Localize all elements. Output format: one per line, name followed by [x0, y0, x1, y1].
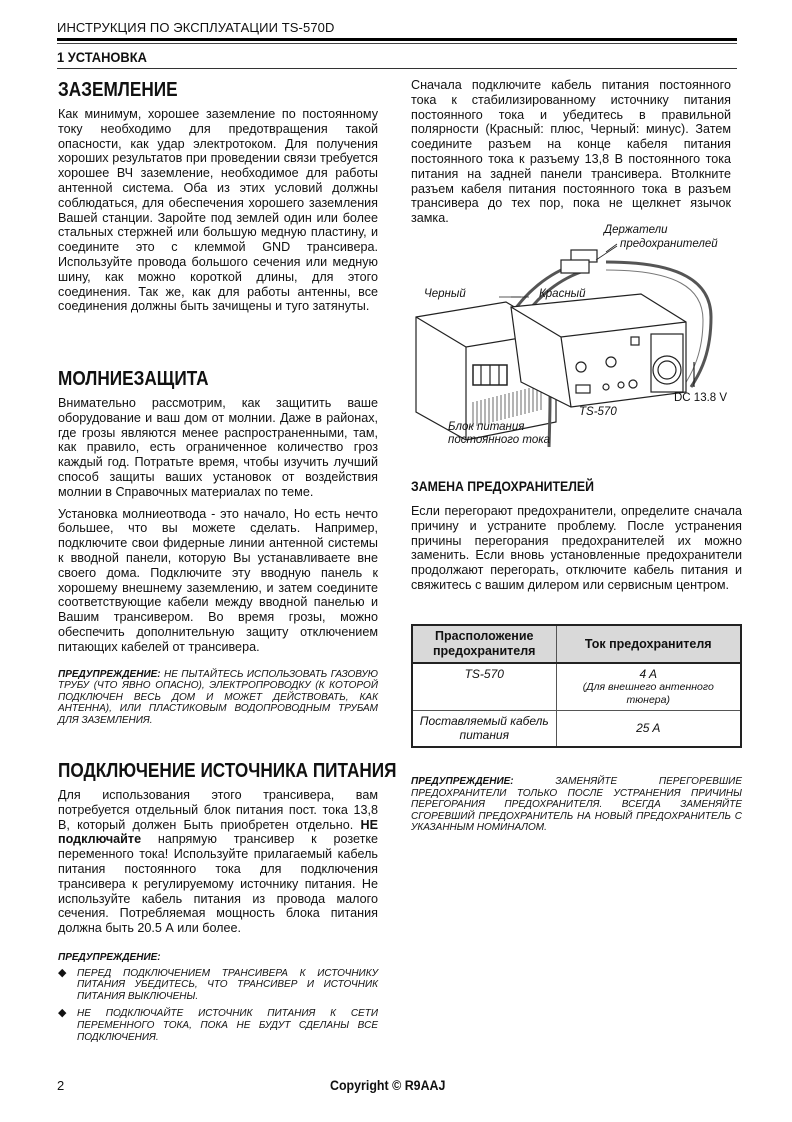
- section-fuse-replacement: [411, 477, 742, 593]
- table-row: [412, 663, 741, 711]
- fuse-warning: [411, 776, 742, 834]
- section-lightning: [58, 367, 378, 727]
- fuse-warning-text: [411, 776, 742, 834]
- header-rule-thick: [57, 38, 737, 41]
- psu-label: Блок питания: [448, 421, 525, 433]
- cell-location: TS-570: [412, 663, 556, 711]
- warning-label: ПРЕДУПРЕЖДЕНИЕ:: [58, 951, 161, 963]
- power-text-part: Для использования этого трансивера, вам потребуется отдельный блок питания пост. тока 13,8 В, который должен Быть приобретен отдельно.: [58, 788, 378, 832]
- model-label: TS-570: [579, 406, 617, 418]
- fuse-heading: ЗАМЕНА ПРЕДОХРАНИТЕЛЕЙ: [411, 478, 594, 494]
- section-grounding: [58, 78, 378, 314]
- power-warning-label-line: [58, 952, 378, 964]
- grounding-text: Как минимум, хорошее заземление по постоянному току необходимо для предотвращения такой опасности, как удар электротоком. Для получения хороших результатов при проведении связи требуется хорошее ВЧ заземление, необходимое для работы антенной система. Оба из этих условий должны соблюдаться, для обеспечения хорошего заземления Вашей станции. Заройте под землей один или более стальных стержней или большую медную пластину, и соедините это с клеммой GND трансивера. Используйте провода большого сечения или медную шину, как можно короткой длины, для этого соединения. Так же, как для работы антенны, все соединения должны быть зачищены и туго затянуты.: [58, 107, 378, 314]
- chapter-title: 1 УСТАНОВКА: [57, 49, 147, 65]
- power-text-bold: НЕ подключайте: [58, 817, 378, 847]
- bullet-text: НЕ ПОДКЛЮЧАЙТЕ ИСТОЧНИК ПИТАНИЯ К СЕТИ ПЕРЕМЕННОГО ТОКА, ПОКА НЕ БУДУТ СДЕЛАНЫ ВСЕ ПОДКЛЮЧЕНИЯ.: [77, 1008, 378, 1043]
- psu-label-2: постоянного тока: [448, 434, 551, 446]
- warning-label: ПРЕДУПРЕЖДЕНИЕ:: [58, 668, 161, 680]
- fuse-table: [411, 624, 742, 748]
- power-text: [58, 788, 378, 936]
- lightning-text-2: Установка молниеотвода - это начало, Но есть нечто большее, что вы можете сделать. Например, подключите свои фидерные линии антенной системы к вводной панели, которую Вы устанавливаете вне своего дома. Подключите эту вводную панель к хорошему внешнему заземлению, и затем соедините соответствующие кабели между вводной панелью и Вашим трансивером. Во время грозы, можно обеспечить дополнительную защиту отключением питающих кабелей от трансивера.: [58, 506, 378, 654]
- grounding-heading: ЗАЗЕМЛЕНИЕ: [58, 79, 178, 101]
- diamond-bullet-icon: ◆: [58, 966, 67, 979]
- bullet-text: ПЕРЕД ПОДКЛЮЧЕНИЕМ ТРАНСИВЕРА К ИСТОЧНИКУ ПИТАНИЯ УБЕДИТЕСЬ, ЧТО ТРАНСИВЕР И ИСТОЧНИК ПИТАНИЯ ВЫКЛЮЧЕНЫ.: [77, 967, 378, 1002]
- header-rule-thin: [57, 43, 737, 44]
- page-header: [57, 20, 737, 36]
- fuse-holders-label: Держатели: [604, 224, 668, 236]
- red-wire-label: Красный: [539, 288, 586, 300]
- copyright: Copyright © R9AAJ: [330, 1078, 446, 1093]
- cell-current: [556, 663, 741, 711]
- power-heading: ПОДКЛЮЧЕНИЕ ИСТОЧНИКА ПИТАНИЯ: [58, 760, 397, 782]
- warning-text: НЕ ПЫТАЙТЕСЬ ИСПОЛЬЗОВАТЬ ГАЗОВУЮ ТРУБУ (ЧТО ЯВНО ОПАСНО), ЭЛЕКТРОПРОВОДКУ (К КОТОРОЙ ПОДКЛЮЧЕН ВЕСЬ ДОМ И МОЖЕТ ДЕЙСТВОВАТЬ, КАК АНТЕННА), ИЛИ ПЛАСТИКОВЫМ ВОДОПРОВОДНЫМ ТРУБАМ ДЛЯ ЗАЗЕМЛЕНИЯ.: [58, 668, 378, 726]
- table-header-row: [412, 625, 741, 663]
- power-warning-list: [58, 968, 378, 1044]
- current-note: (Для внешнего антенного тюнера): [582, 681, 714, 706]
- black-wire-label: Черный: [424, 288, 466, 300]
- document-title: ИНСТРУКЦИЯ ПО ЭКСПЛУАТАЦИИ TS-570D: [57, 20, 335, 35]
- lightning-warning: [58, 669, 378, 727]
- lightning-heading: МОЛНИЕЗАЩИТА: [58, 368, 209, 390]
- section-power-connection: [58, 759, 397, 1049]
- lightning-text-1: Внимательно рассмотрим, как защитить ваше оборудование и ваш дом от молнии. Даже в районах, где грозы являются менее распространенными, там, как правило, есть ограниченное количество гроз каждый год. Потратьте время, чтобы изучить лучший способ защиты ваших установок от воздействия молнии в Справочных материалах по теме.: [58, 396, 378, 499]
- power-text-part: напрямую трансивер к розетке переменного тока! Используйте прилагаемый кабель питания постоянного тока для подключения трансивера к регулируемому источнику питания. Не используйте кабель питания из провода малого сечения. Потребляемая мощность блока питания должна быть 20.5 А или более.: [58, 832, 378, 936]
- list-item: [58, 1008, 378, 1043]
- warning-label: ПРЕДУПРЕЖДЕНИЕ:: [411, 776, 514, 787]
- fuse-holders-label-2: предохранителей: [620, 238, 718, 250]
- fuse-text: Если перегорают предохранители, определите сначала причину и устраните проблему. После устранения причины перегорания предохранителей их можно заменить. Если вновь установленные предохранители продолжают перегорать, отключите кабель питания и свяжитесь с вашим дилером или сервисным центром.: [411, 504, 742, 592]
- chapter-rule: [57, 68, 737, 69]
- list-item: [58, 968, 378, 1003]
- column-header-location: Прасположение предохранителя: [412, 625, 556, 663]
- power-intro-text: Сначала подключите кабель питания постоянного тока к стабилизированному источнику питания постоянного тока и убедитесь в правильной полярности (Красный: плюс, Черный: минус). Затем соедините разъем на конце кабеля питания постоянного тока к разъему 13,8 В постоянного тока питания на задней панели трансивера. Втолкните разъем кабеля питания постоянного тока в разъем трансивера до тех пор, пока не щелкнет язычок замка.: [411, 78, 731, 226]
- dc-voltage-label: DC 13.8 V: [674, 392, 728, 404]
- column-header-current: Ток предохранителя: [556, 625, 741, 663]
- table-row: [412, 711, 741, 747]
- current-value: 4 A: [639, 667, 658, 681]
- cell-location: Поставляемый кабель питания: [412, 711, 556, 747]
- warning-text: ЗАМЕНЯЙТЕ ПЕРЕГОРЕВШИЕ ПРЕДОХРАНИТЕЛИ ТОЛЬКО ПОСЛЕ УСТРАНЕНИЯ ПРИЧИНЫ ПЕРЕГОРАНИЯ ПРЕДОХРАНИТЕЛЯ. ВСЕГДА ЗАМЕНЯЙТЕ СГОРЕВШИЙ ПРЕДОХРАНИТЕЛЬ НА НОВЫЙ ПРЕДОХРАНИТЕЛЬ С УКАЗАННЫМ НОМИНАЛОМ.: [411, 776, 742, 834]
- diamond-bullet-icon: ◆: [58, 1007, 67, 1020]
- section-power-intro: [411, 78, 731, 226]
- page-number: 2: [57, 1078, 65, 1093]
- power-connection-diagram: [411, 222, 751, 450]
- cell-current: 25 A: [556, 711, 741, 747]
